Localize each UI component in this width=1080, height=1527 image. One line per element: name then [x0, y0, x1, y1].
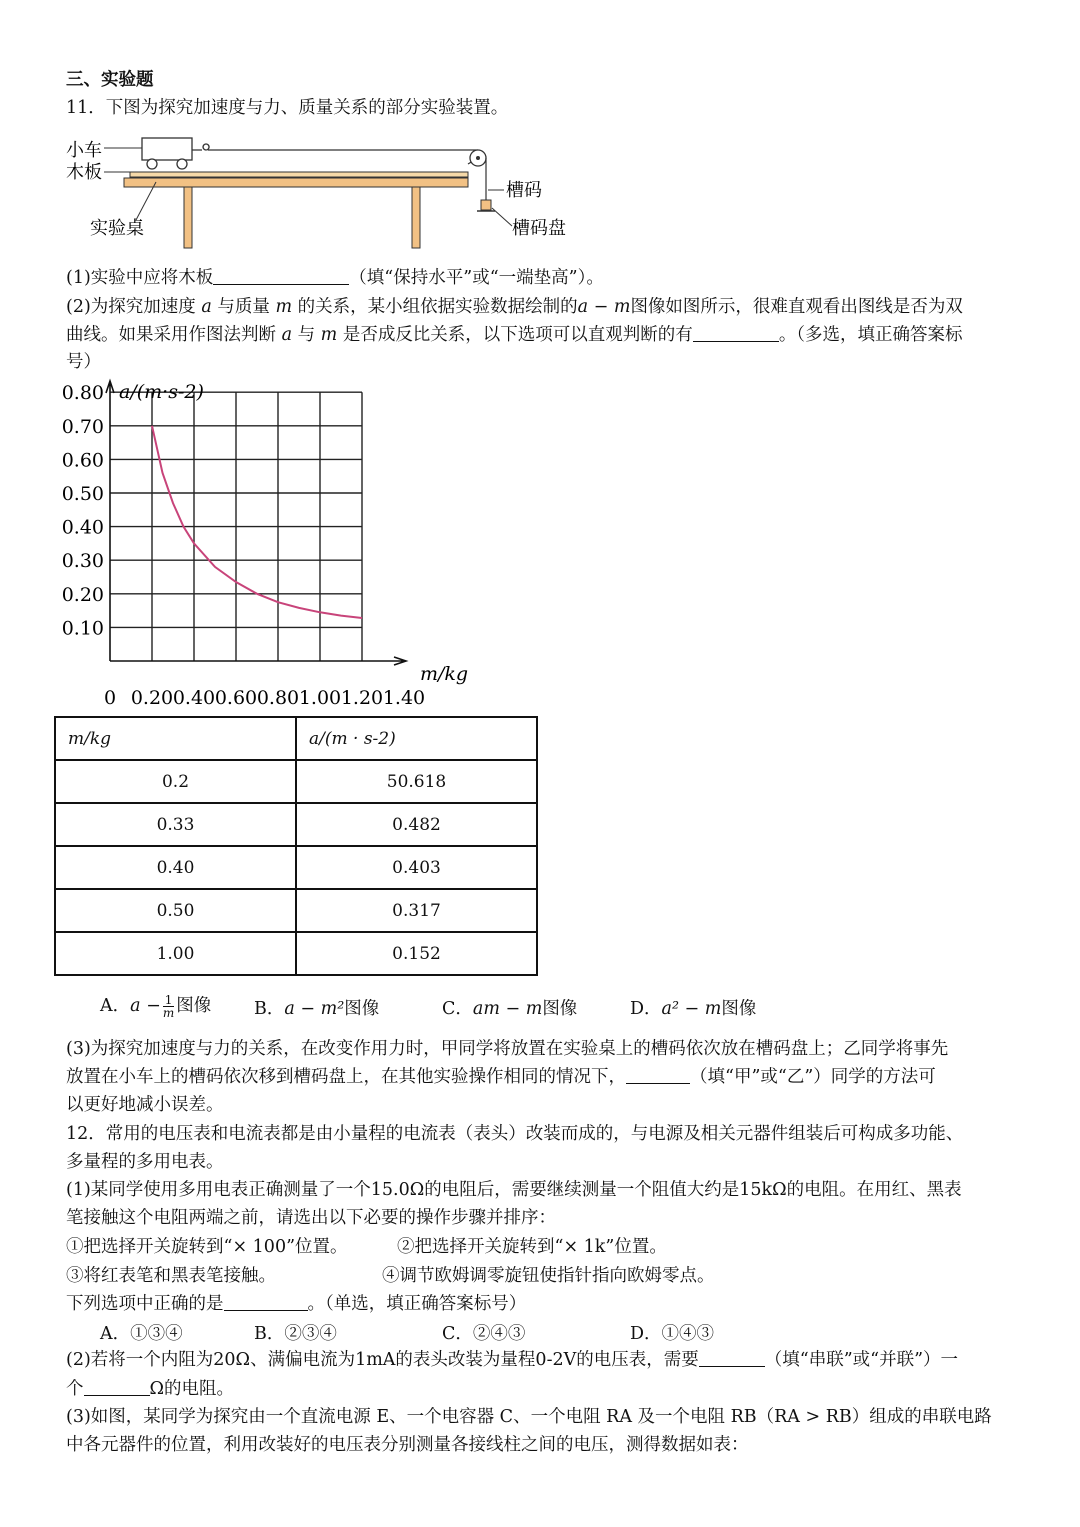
cell-m: 0.50: [55, 889, 296, 932]
text: 曲线。如果采用作图法判断: [66, 325, 282, 345]
q11-part2-line3: 号）: [66, 352, 101, 372]
option-expr: am − m: [472, 999, 543, 1019]
frac-num: 1: [164, 993, 173, 1007]
header-text: a/(m · s-2): [309, 728, 396, 749]
fraction: [163, 994, 174, 1019]
cell-a: 0.317: [296, 889, 537, 932]
x-axis-label: m/kg: [420, 663, 469, 685]
chart-axes: [106, 381, 406, 665]
desk-label: 实验桌: [90, 218, 144, 239]
table-header-a: [296, 717, 537, 760]
text: 。（多选，填正确答案标: [778, 325, 963, 345]
table-row: [55, 846, 537, 889]
cell-m: 0.40: [55, 846, 296, 889]
text: Ω的电阻。: [149, 1379, 235, 1399]
x-tick-label: 0.20: [130, 687, 174, 709]
frac-den: m: [162, 1006, 175, 1020]
desk-top: [124, 178, 468, 187]
tray-label: 槽码盘: [512, 218, 566, 239]
text: (2)若将一个内阻为20Ω、满偏电流为1mA的表头改装为量程0-2V的电压表，需要: [66, 1350, 699, 1370]
q11-part1: [66, 266, 604, 290]
q11-part2-line1: [66, 295, 963, 319]
y-tick-label: 0.10: [61, 617, 104, 640]
q12-p2-blank1[interactable]: [699, 1348, 765, 1367]
chart-grid: [110, 392, 362, 661]
var-m: m: [275, 297, 293, 317]
cell-m: 1.00: [55, 932, 296, 975]
board-label: 木板: [66, 162, 102, 183]
desk-leg-left: [184, 186, 192, 248]
option-suffix: 图像: [721, 999, 757, 1019]
x-tick-label: 1.20: [340, 687, 384, 709]
q12-ask: [66, 1292, 526, 1316]
y-tick-label: 0.80: [61, 382, 104, 405]
option-suffix: 图像: [176, 996, 212, 1016]
q12-part2-line2: [66, 1377, 234, 1401]
q11-p1-blank[interactable]: [213, 266, 349, 285]
table-row: [55, 932, 537, 975]
q11-p1-text-b: （填“保持水平”或“一端垫高”）。: [349, 268, 604, 288]
y-tick-label: 0.60: [61, 449, 104, 472]
desk-label-line: [136, 182, 156, 220]
text: 下列选项中正确的是: [66, 1294, 224, 1314]
cell-a: 0.152: [296, 932, 537, 975]
data-table: [54, 716, 538, 976]
text: 与: [292, 325, 321, 345]
car-hook: [192, 144, 209, 150]
text: 是否成反比关系，以下选项可以直观判断的有: [337, 325, 693, 345]
q12-option-a[interactable]: A．①③④: [100, 1324, 183, 1344]
expr-a-m: a − m: [577, 297, 631, 317]
a-m-chart: [55, 375, 485, 720]
cell-m: 0.33: [55, 803, 296, 846]
text: （填“串联”或“并联”）一: [764, 1350, 959, 1370]
x-tick-label: 1.00: [298, 687, 342, 709]
text: 的关系，某小组依据实验数据绘制的: [292, 297, 578, 317]
x-tick-label: 0: [103, 687, 117, 709]
q12-option-c[interactable]: C．②④③: [442, 1324, 526, 1344]
chart-ticks: [62, 382, 425, 709]
car-label: 小车: [66, 140, 102, 161]
text: 放置在小车上的槽码依次移到槽码盘上，在其他实验操作相同的情况下，: [66, 1067, 626, 1087]
q11-part3-line3: 以更好地减小误差。: [66, 1095, 224, 1115]
header-text: m/kg: [68, 728, 112, 749]
q12-part3-line1: (3)如图，某同学为探究由一个直流电源 E、一个电容器 C、一个电阻 RA 及一个电阻 RB（RA > RB）组成的串联电路: [66, 1407, 992, 1427]
option-letter: D．: [630, 999, 662, 1019]
q11-p2-blank[interactable]: [693, 323, 779, 342]
option-expr: a −: [130, 996, 161, 1016]
x-tick-label: 0.80: [256, 687, 300, 709]
y-tick-label: 0.50: [61, 483, 104, 505]
option-suffix: 图像: [542, 999, 578, 1019]
car-body: [142, 138, 192, 160]
text: 图像如图所示，很难直观看出图线是否为双: [630, 297, 963, 317]
var-m: m: [320, 325, 338, 345]
y-tick-label: 0.40: [61, 516, 104, 539]
board: [130, 172, 468, 177]
q12-step4: ④调节欧姆调零旋钮使指针指向欧姆零点。: [382, 1266, 715, 1286]
q11-option-a[interactable]: [100, 992, 211, 1019]
x-tick-label: 1.40: [382, 687, 426, 709]
y-tick-label: 0.70: [61, 415, 104, 438]
text: (2)为探究加速度: [66, 297, 202, 317]
q12-part3-line2: 中各元器件的位置，利用改装好的电压表分别测量各接线柱之间的电压，测得数据如表：: [66, 1435, 749, 1455]
text: 与质量: [211, 297, 276, 317]
y-axis-label: a/(m·s-2): [119, 381, 204, 403]
q12-p2-blank2[interactable]: [84, 1377, 150, 1396]
cell-m: 0.2: [55, 760, 296, 803]
option-letter: A．: [100, 996, 131, 1016]
option-letter: B．: [254, 999, 285, 1019]
option-suffix: 图像: [344, 999, 380, 1019]
q12-step2: ②把选择开关旋转到“× 1k”位置。: [397, 1237, 667, 1257]
q12-stem-line2: 多量程的多用电表。: [66, 1152, 224, 1172]
table-header-m: [55, 717, 296, 760]
q12-option-b[interactable]: B．②③④: [254, 1324, 337, 1344]
y-tick-label: 0.20: [61, 583, 104, 606]
cell-a: 0.403: [296, 846, 537, 889]
section-title: 三、实验题: [66, 70, 154, 90]
q12-p1-blank[interactable]: [224, 1292, 308, 1311]
weight-label: 槽码: [506, 180, 542, 201]
q12-stem-line1: 12．常用的电压表和电流表都是由小量程的电流表（表头）改装而成的，与电源及相关元器件组装后可构成多功能、: [66, 1124, 964, 1144]
q11-p1-text-a: (1)实验中应将木板: [66, 268, 214, 288]
option-letter: C．: [442, 999, 473, 1019]
car-wheel-right: [177, 159, 187, 169]
q11-option-d[interactable]: [630, 995, 756, 1020]
table-row: [55, 760, 537, 803]
y-axis: [106, 381, 114, 661]
tray-label-line: [492, 208, 512, 226]
q12-step3: ③将红表笔和黑表笔接触。: [66, 1266, 276, 1286]
text: （填“甲”或“乙”）同学的方法可: [690, 1067, 936, 1087]
weight-block: [481, 200, 491, 210]
table-row: [55, 803, 537, 846]
q11-part3-line1: (3)为探究加速度与力的关系，在改变作用力时，甲同学将放置在实验桌上的槽码依次放在槽码盘上；乙同学将事先: [66, 1039, 949, 1059]
q11-option-c[interactable]: [442, 995, 577, 1020]
q11-part2-line2: [66, 323, 963, 347]
q11-stem: 11．下图为探究加速度与力、质量关系的部分实验装置。: [66, 98, 509, 118]
apparatus-figure: [60, 128, 600, 253]
x-tick-label: 0.60: [214, 687, 258, 709]
cell-a: 50.618: [296, 760, 537, 803]
x-tick-label: 0.40: [172, 687, 216, 709]
var-a: a: [281, 325, 292, 345]
y-tick-label: 0.30: [61, 550, 104, 573]
q12-option-d[interactable]: D．①④③: [630, 1324, 715, 1344]
q11-part3-line2: [66, 1065, 936, 1089]
cell-a: 0.482: [296, 803, 537, 846]
var-a: a: [201, 297, 212, 317]
q12-step1: ①把选择开关旋转到“× 100”位置。: [66, 1237, 348, 1257]
text: 。（单选，填正确答案标号）: [307, 1294, 527, 1314]
option-expr: a² − m: [661, 999, 722, 1019]
pulley-axle: [476, 156, 480, 160]
desk-leg-right: [412, 186, 420, 248]
q11-p3-blank[interactable]: [626, 1065, 690, 1084]
q11-option-b[interactable]: [254, 995, 379, 1020]
q12-part1-line2: 笔接触这个电阻两端之前，请选出以下必要的操作步骤并排序：: [66, 1208, 556, 1228]
q12-part2-line1: [66, 1348, 958, 1372]
a-m-curve: [152, 426, 362, 618]
car-wheel-left: [147, 159, 157, 169]
q12-part1-line1: (1)某同学使用多用电表正确测量了一个15.0Ω的电阻后，需要继续测量一个阻值大约是15kΩ的电阻。在用红、黑表: [66, 1180, 962, 1200]
option-expr: a − m²: [284, 999, 345, 1019]
text: 个: [66, 1379, 84, 1399]
table-row: [55, 889, 537, 932]
